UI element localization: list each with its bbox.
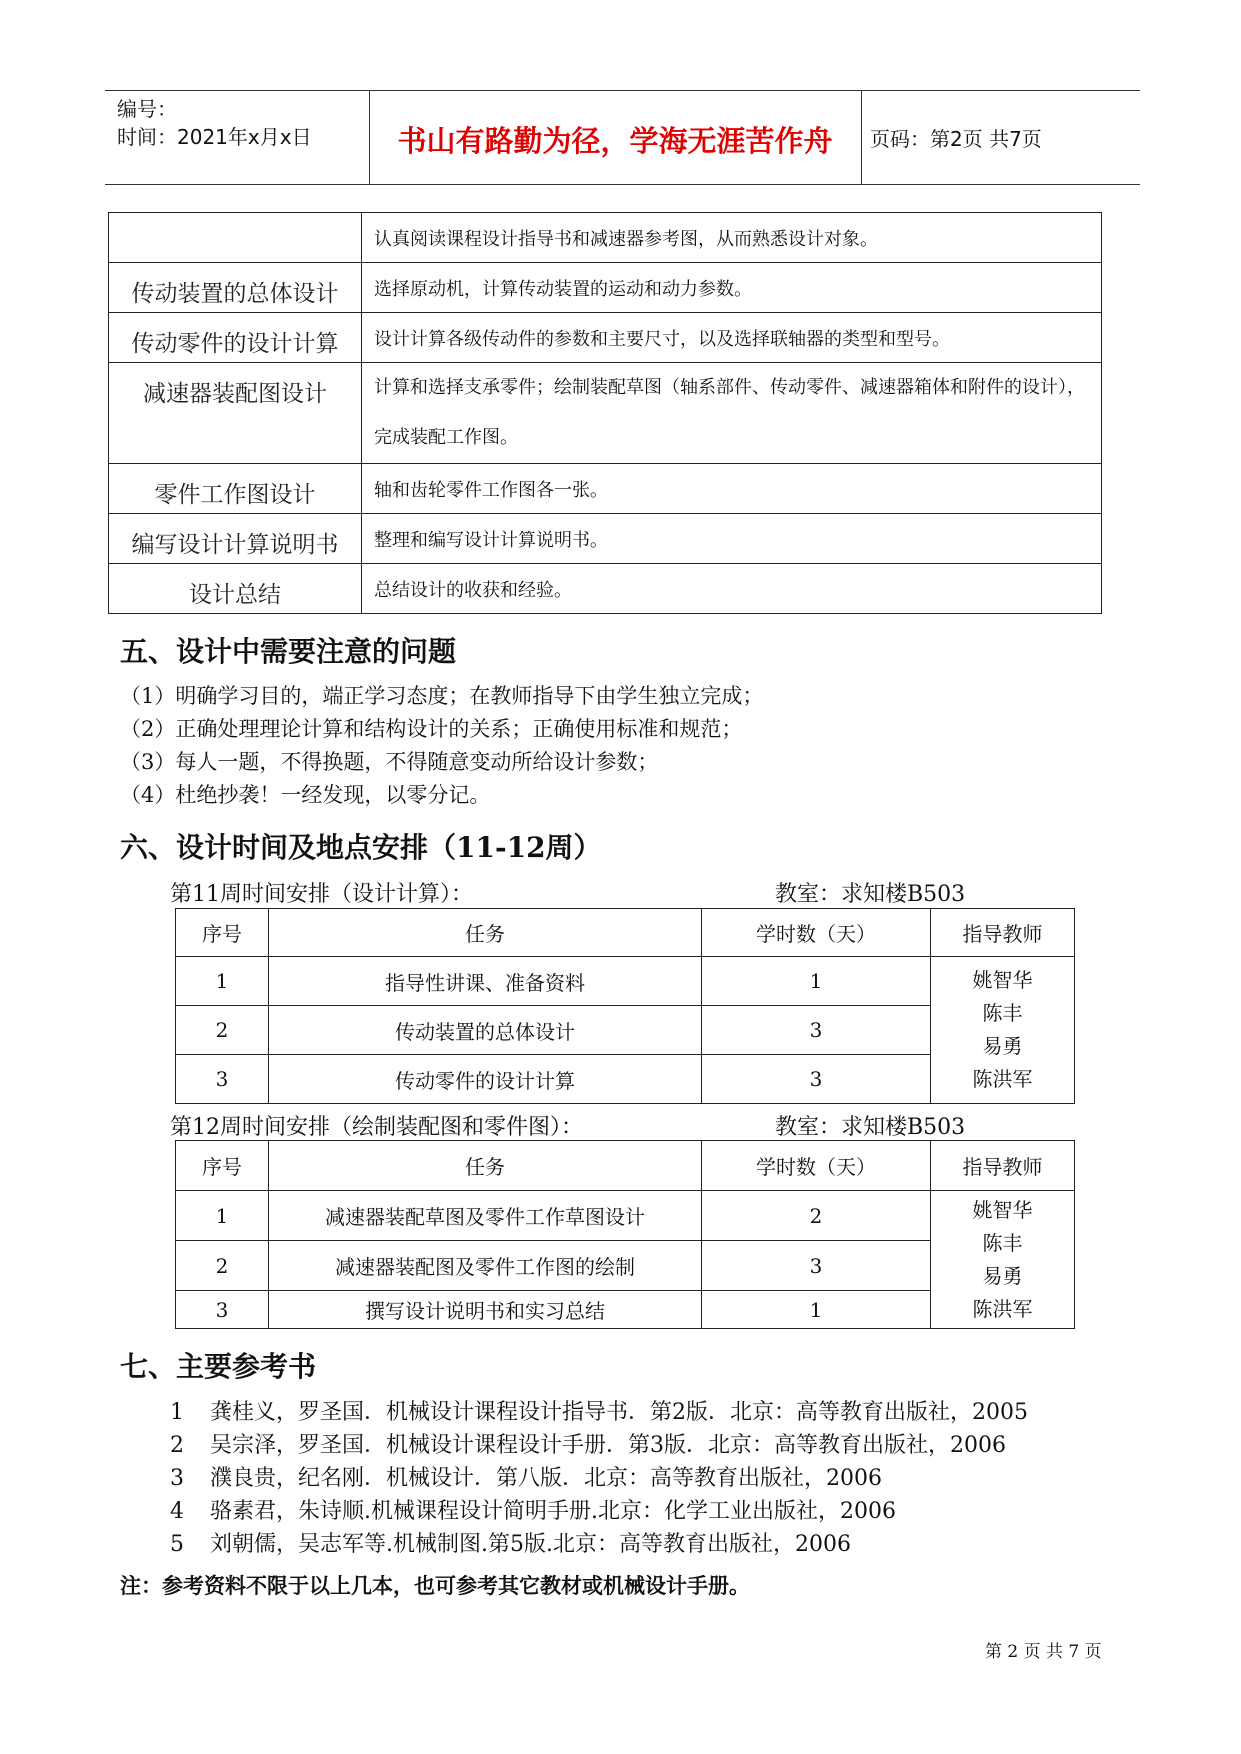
list-item: （1）明确学习目的，端正学习态度；在教师指导下由学生独立完成； (120, 684, 764, 708)
reference-text: 濮良贵，纪名刚．机械设计．第八版．北京：高等教育出版社，2006 (210, 1466, 882, 1491)
header-meta (117, 95, 312, 151)
step-content: 轴和齿轮零件工作图各一张。 (362, 464, 1102, 514)
teacher-name: 陈丰 (982, 1230, 1023, 1255)
header-page-label: 页码：第2页 共7页 (870, 127, 1042, 151)
row-task: 撰写设计说明书和实习总结 (269, 1291, 702, 1329)
table-row (109, 263, 1102, 313)
step-stage: 编写设计计算说明书 (109, 514, 362, 564)
row-number: 1 (176, 957, 269, 1006)
reference-number: 5 (170, 1532, 184, 1557)
column-header: 学时数（天） (702, 1141, 931, 1191)
row-number: 3 (176, 1055, 269, 1104)
doc-time-label: 时间：2021年x月x日 (117, 125, 312, 149)
table-header-row (176, 909, 1075, 957)
table-row (109, 564, 1102, 614)
column-header: 序号 (176, 1141, 269, 1191)
row-days: 3 (702, 1241, 931, 1291)
section-5-title: 五、设计中需要注意的问题 (120, 635, 457, 668)
page-header (105, 90, 1140, 185)
reference-text: 骆素君，朱诗顺.机械课程设计简明手册.北京：化学工业出版社，2006 (210, 1499, 896, 1524)
teacher-name: 陈丰 (982, 1001, 1023, 1025)
reference-number: 3 (170, 1466, 184, 1491)
row-number: 2 (176, 1241, 269, 1291)
row-days: 1 (702, 957, 931, 1006)
step-stage: 传动装置的总体设计 (109, 263, 362, 313)
column-header: 学时数（天） (702, 909, 931, 957)
row-days: 3 (702, 1006, 931, 1055)
reference-item (170, 1527, 851, 1558)
reference-number: 4 (170, 1499, 184, 1524)
list-item: （2）正确处理理论计算和结构设计的关系；正确使用标准和规范； (120, 717, 743, 741)
reference-text: 刘朝儒，吴志军等.机械制图.第5版.北京：高等教育出版社，2006 (210, 1532, 851, 1557)
step-stage: 设计总结 (109, 564, 362, 614)
column-header: 任务 (269, 1141, 702, 1191)
teacher-name: 姚智华 (972, 968, 1033, 992)
row-task: 传动装置的总体设计 (269, 1006, 702, 1055)
week-12-room: 教室：求知楼B503 (775, 1115, 966, 1140)
step-content: 总结设计的收获和经验。 (362, 564, 1102, 614)
reference-text: 吴宗泽，罗圣国．机械设计课程设计手册．第3版．北京：高等教育出版社，2006 (210, 1433, 1006, 1458)
reference-item (170, 1428, 1006, 1459)
list-item: （3）每人一题，不得换题，不得随意变动所给设计参数； (120, 750, 659, 774)
reference-item (170, 1494, 896, 1525)
row-task: 传动零件的设计计算 (269, 1055, 702, 1104)
header-slogan: 书山有路勤为径，学海无涯苦作舟 (397, 124, 833, 158)
week-11-room: 教室：求知楼B503 (775, 882, 966, 907)
column-header: 指导教师 (931, 909, 1075, 957)
teacher-name: 易勇 (982, 1034, 1023, 1058)
teacher-name: 易勇 (982, 1263, 1023, 1288)
section-7-title: 七、主要参考书 (120, 1350, 317, 1383)
step-stage: 零件工作图设计 (109, 464, 362, 514)
row-days: 1 (702, 1291, 931, 1329)
row-task: 指导性讲课、准备资料 (269, 957, 702, 1006)
table-row (109, 213, 1102, 263)
teacher-cell (931, 1191, 1075, 1329)
header-divider (861, 91, 862, 184)
table-row (109, 464, 1102, 514)
section-6-title: 六、设计时间及地点安排（11-12周） (120, 831, 602, 864)
doc-number-label: 编号： (117, 97, 177, 121)
table-row (176, 957, 1075, 1006)
step-content: 选择原动机，计算传动装置的运动和动力参数。 (362, 263, 1102, 313)
teacher-name: 姚智华 (972, 1197, 1033, 1222)
design-steps-table (108, 212, 1102, 614)
step-stage: 减速器装配图设计 (109, 363, 362, 464)
step-content: 计算和选择支承零件；绘制装配草图（轴系部件、传动零件、减速器箱体和附件的设计），完成装配工作图。 (362, 363, 1102, 464)
table-header-row (176, 1141, 1075, 1191)
reference-item (170, 1461, 882, 1492)
teacher-name: 陈洪军 (972, 1296, 1033, 1321)
reference-text: 龚桂义，罗圣国．机械设计课程设计指导书．第2版．北京：高等教育出版社，2005 (210, 1400, 1028, 1425)
row-task: 减速器装配草图及零件工作草图设计 (269, 1191, 702, 1241)
step-stage: 传动零件的设计计算 (109, 313, 362, 363)
column-header: 任务 (269, 909, 702, 957)
page-footer: 第 2 页 共 7 页 (985, 1642, 1102, 1662)
week-12-table (175, 1140, 1075, 1329)
row-days: 3 (702, 1055, 931, 1104)
week-12-caption: 第12周时间安排（绘制装配图和零件图）： (170, 1115, 583, 1140)
row-number: 2 (176, 1006, 269, 1055)
reference-number: 1 (170, 1400, 184, 1425)
column-header: 序号 (176, 909, 269, 957)
column-header: 指导教师 (931, 1141, 1075, 1191)
table-row (176, 1191, 1075, 1241)
list-item: （4）杜绝抄袭！一经发现，以零分记。 (120, 783, 491, 807)
step-content: 整理和编写设计计算说明书。 (362, 514, 1102, 564)
table-row (109, 313, 1102, 363)
row-number: 1 (176, 1191, 269, 1241)
reference-item (170, 1395, 1028, 1426)
step-content: 设计计算各级传动件的参数和主要尺寸，以及选择联轴器的类型和型号。 (362, 313, 1102, 363)
step-content: 认真阅读课程设计指导书和减速器参考图，从而熟悉设计对象。 (362, 213, 1102, 263)
teacher-name: 陈洪军 (972, 1067, 1033, 1091)
week-11-caption: 第11周时间安排（设计计算）： (170, 882, 473, 907)
reference-note: 注：参考资料不限于以上几本，也可参考其它教材或机械设计手册。 (120, 1574, 750, 1598)
table-row (109, 514, 1102, 564)
row-number: 3 (176, 1291, 269, 1329)
row-days: 2 (702, 1191, 931, 1241)
reference-number: 2 (170, 1433, 184, 1458)
table-row (109, 363, 1102, 464)
step-stage (109, 213, 362, 263)
week-11-table (175, 908, 1075, 1104)
row-task: 减速器装配图及零件工作图的绘制 (269, 1241, 702, 1291)
teacher-cell (931, 957, 1075, 1104)
